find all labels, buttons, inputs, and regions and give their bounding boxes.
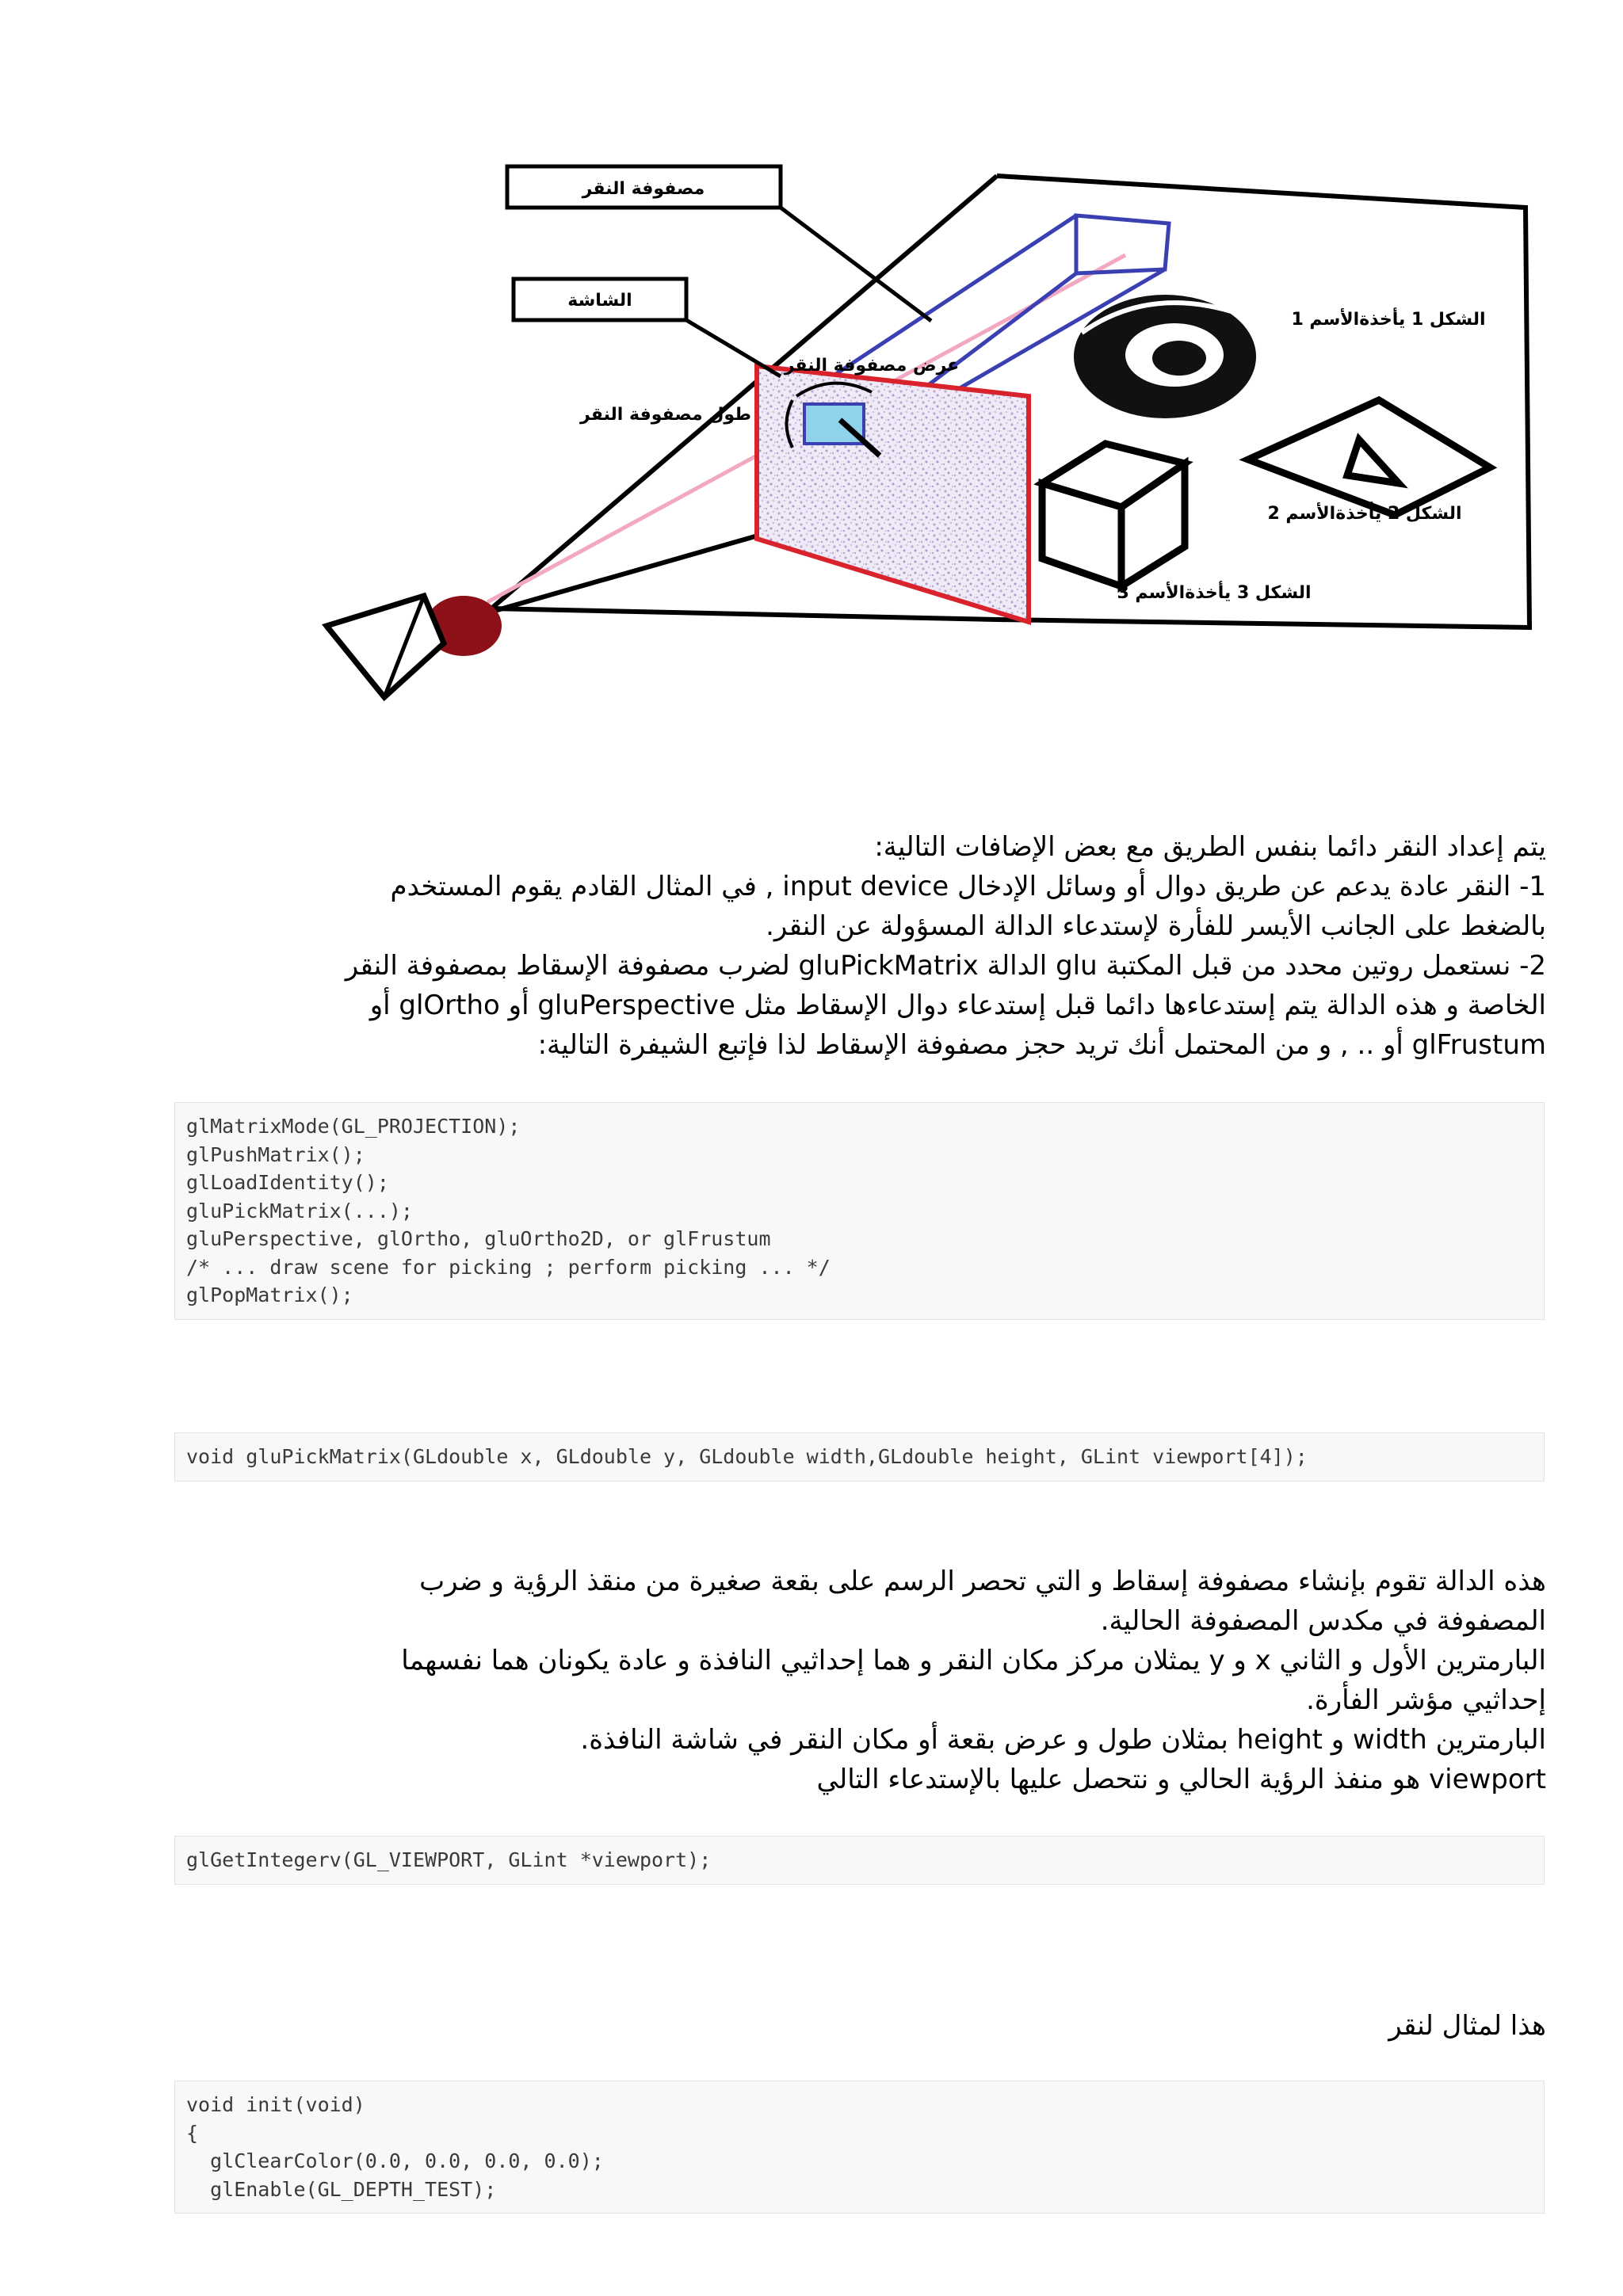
code-block-projection: [174, 1102, 1545, 1320]
text-line: يتم إعداد النقر دائما بنفس الطريق مع بعض الإضافات التالية:: [874, 831, 1546, 863]
pick-height-label: طول مصفوفة النقر: [580, 405, 751, 425]
code-line: void init(void): [186, 2093, 365, 2116]
picking-diagram: [317, 162, 1553, 733]
text-line: إحداثيي مؤشر الفأرة.: [1306, 1684, 1546, 1716]
pick-region: [804, 404, 864, 444]
text-line: 1- النقر عادة يدعم عن طريق دوال أو وسائل الإدخال input device , في المثال القادم يقوم المستخدم: [390, 871, 1546, 902]
screen-label: الشاشة: [567, 291, 632, 311]
pick-width-label: عرض مصفوفة النقر: [784, 356, 960, 376]
code-line: glEnable(GL_DEPTH_TEST);: [186, 2177, 497, 2201]
code-line: glMatrixMode(GL_PROJECTION);: [186, 1115, 521, 1138]
code-line: gluPickMatrix(...);: [186, 1199, 413, 1222]
text-line: البارمترين width و height بمثلان طول و عرض بقعة أو مكان النقر في شاشة النافذة.: [580, 1724, 1546, 1756]
camera: [327, 596, 502, 697]
code-block-signature: [174, 1432, 1545, 1482]
text-line: المصفوفة في مكدس المصفوفة الحالية.: [1100, 1605, 1546, 1637]
text-line: glFrustum أو .. , و من المحتمل أنك تريد حجز مصفوفة الإسقاط لذا فإتبع الشيفرة التالية:: [537, 1029, 1546, 1061]
code-line: glClearColor(0.0, 0.0, 0.0, 0.0);: [186, 2149, 604, 2172]
code-line: gluPerspective, glOrtho, gluOrtho2D, or glFrustum: [186, 1227, 771, 1250]
text-line: الخاصة و هذه الدالة يتم إستدعاءها دائما قبل إستدعاء دوال الإسقاط مثل gluPerspective أو glOrtho أو: [369, 990, 1546, 1021]
code-line: glPopMatrix();: [186, 1283, 353, 1306]
shape2-label: الشكل 2 يأخذةالأسم 2: [1267, 504, 1462, 524]
code-line: {: [186, 2121, 199, 2145]
text-line: 2- نستعمل روتين محدد من قبل المكتبة glu الدالة gluPickMatrix لضرب مصفوفة الإسقاط بمصفوفة النقر: [345, 950, 1546, 982]
intro-paragraph: [80, 827, 1546, 1065]
shape2-diamond: [1248, 400, 1490, 515]
text-line: هذا لمثال لنقر: [1388, 2010, 1546, 2042]
code-line: glPushMatrix();: [186, 1142, 365, 1166]
text-line: هذه الدالة تقوم بإنشاء مصفوفة إسقاط و التي تحصر الرسم على بقعة صغيرة من منقذ الرؤية و ضرب: [419, 1566, 1546, 1597]
shape1-ring: [1074, 295, 1256, 418]
shape3-label: الشكل 3 يأخذةالأسم 3: [1117, 583, 1312, 603]
example-heading: [80, 2006, 1546, 2046]
text-line: viewport هو منفذ الرؤية الحالي و نتحصل عليها بالإستدعاء التالي: [816, 1764, 1546, 1795]
code-block-viewport: [174, 1836, 1545, 1885]
shape1-label: الشكل 1 يأخذةالأسم 1: [1291, 310, 1486, 330]
code-line: /* ... draw scene for picking ; perform picking ... */: [186, 1255, 831, 1279]
screen-plane: [757, 366, 1029, 622]
code-line: void gluPickMatrix(GLdouble x, GLdouble y, GLdouble width,GLdouble height, GLint viewport[4]);: [186, 1445, 1308, 1468]
code-line: glLoadIdentity();: [186, 1171, 389, 1194]
code-block-init: [174, 2081, 1545, 2214]
shape3-cube: [1042, 444, 1185, 586]
text-line: البارمترين الأول و الثاني x و y يمثلان مركز مكان النقر و هما إحداثيي النافذة و عادة يكونان هما نفسهما: [401, 1645, 1546, 1676]
pick-matrix-label: مصفوفة النقر: [582, 179, 705, 199]
text-line: بالضغط على الجانب الأيسر للفأرة لإستدعاء الدالة المسؤولة عن النقر.: [766, 910, 1546, 942]
explanation-paragraph: [80, 1562, 1546, 1799]
code-line: glGetIntegerv(GL_VIEWPORT, GLint *viewport);: [186, 1848, 712, 1871]
